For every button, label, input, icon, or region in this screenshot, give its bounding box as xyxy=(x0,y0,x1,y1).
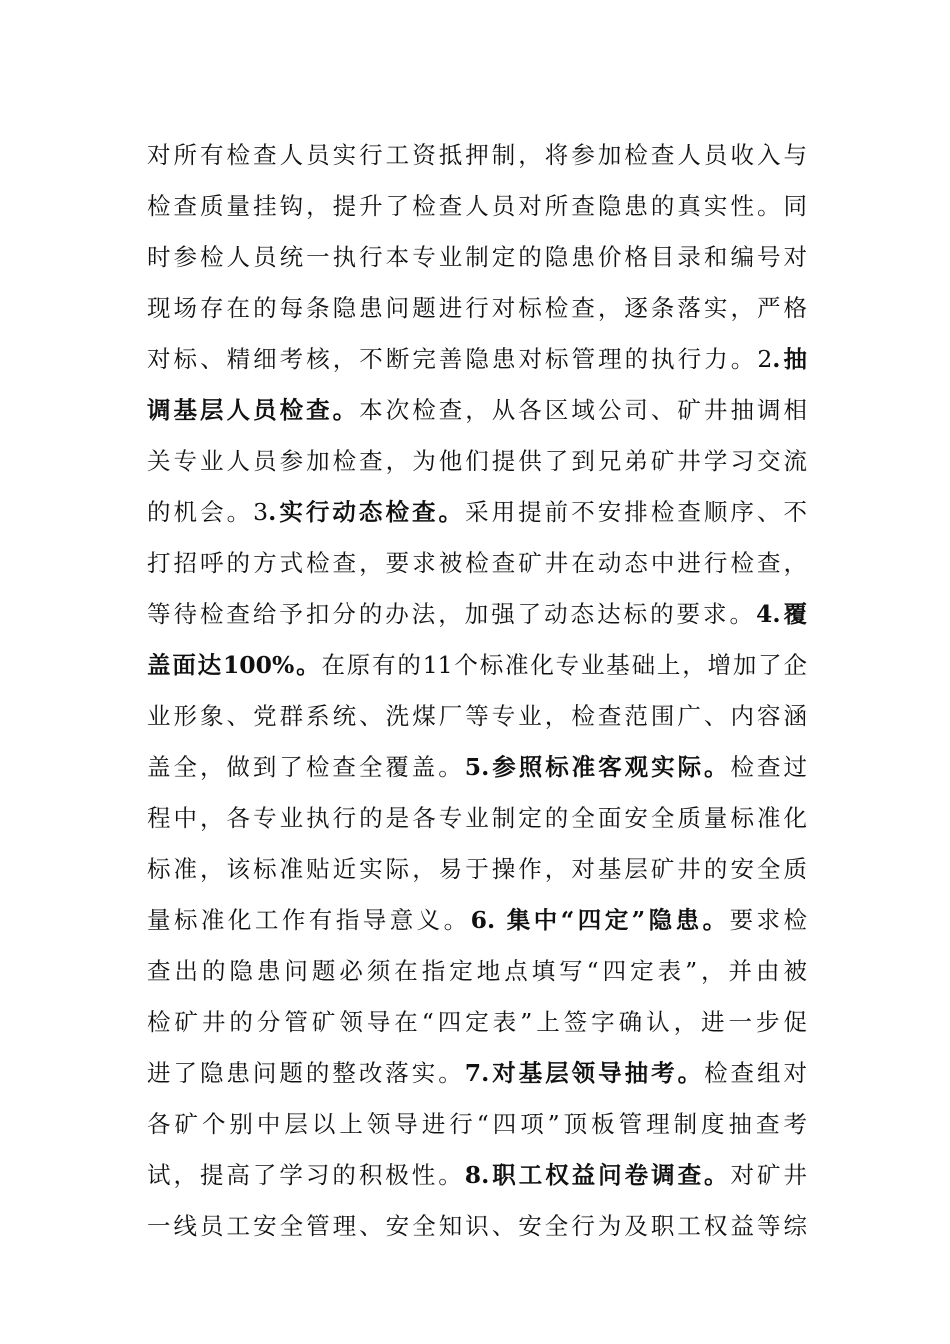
text-segment: 试，提高了学习的积极性。 xyxy=(147,1161,465,1189)
text-line xyxy=(147,130,807,181)
bold-heading-segment: 调基层人员检查。 xyxy=(147,396,360,424)
text-line xyxy=(147,640,807,691)
text-line xyxy=(147,844,807,895)
text-segment: 本次检查，从各区域公司、矿井抽调相 xyxy=(359,396,808,424)
text-segment: 程中，各专业执行的是各专业制定的全面安全质量标准化 xyxy=(147,804,807,832)
text-line xyxy=(147,538,807,589)
text-line xyxy=(147,895,807,946)
text-segment: 采用提前不安排检查顺序、不 xyxy=(465,498,808,526)
text-segment: 时参检人员统一执行本专业制定的隐患价格目录和编号对 xyxy=(147,243,807,271)
text-line xyxy=(147,385,807,436)
text-segment: 对标、精细考核，不断完善隐患对标管理的执行力。2 xyxy=(147,345,773,373)
text-segment: 等待检查给予扣分的办法，加强了动态达标的要求。 xyxy=(147,600,756,628)
text-line xyxy=(147,487,807,538)
bold-heading-segment: .实行动态检查。 xyxy=(268,498,466,526)
text-segment: 在原有的11个标准化专业基础上，增加了企 xyxy=(321,651,807,679)
text-line xyxy=(147,436,807,487)
text-segment: 一线员工安全管理、安全知识、安全行为及职工权益等综 xyxy=(147,1212,807,1240)
text-line xyxy=(147,1150,807,1201)
bold-heading-segment: 7.对基层领导抽考。 xyxy=(464,1059,705,1087)
text-segment: 检查质量挂钩，提升了检查人员对所查隐患的真实性。同 xyxy=(147,192,807,220)
bold-heading-segment: 5.参照标准客观实际。 xyxy=(464,753,731,781)
text-segment: 现场存在的每条隐患问题进行对标检查，逐条落实，严格 xyxy=(147,294,807,322)
text-segment: 进了隐患问题的整改落实。 xyxy=(147,1059,465,1087)
bold-heading-segment: 4.覆 xyxy=(755,600,807,628)
text-segment: 打招呼的方式检查，要求被检查矿井在动态中进行检查， xyxy=(147,549,807,577)
text-line xyxy=(147,793,807,844)
text-segment: 标准，该标准贴近实际，易于操作，对基层矿井的安全质 xyxy=(147,855,807,883)
text-segment: 的机会。3 xyxy=(147,498,269,526)
text-segment: 要求检 xyxy=(729,906,807,934)
text-line xyxy=(147,742,807,793)
text-line xyxy=(147,946,807,997)
text-line xyxy=(147,1099,807,1150)
text-line xyxy=(147,1201,807,1252)
text-segment: 检矿井的分管矿领导在“四定表”上签字确认，进一步促 xyxy=(147,1008,807,1036)
text-line xyxy=(147,283,807,334)
text-line xyxy=(147,181,807,232)
bold-heading-segment: .抽 xyxy=(772,345,807,373)
text-segment: 查出的隐患问题必须在指定地点填写“四定表”，并由被 xyxy=(147,957,807,985)
text-segment: 关专业人员参加检查，为他们提供了到兄弟矿井学习交流 xyxy=(147,447,807,475)
text-line xyxy=(147,589,807,640)
text-segment: 各矿个别中层以上领导进行“四项”顶板管理制度抽查考 xyxy=(147,1110,807,1138)
bold-heading-segment: 8.职工权益问卷调查。 xyxy=(464,1161,731,1189)
text-segment: 盖全，做到了检查全覆盖。 xyxy=(147,753,465,781)
body-paragraph xyxy=(147,130,807,1252)
bold-heading-segment: 6. 集中“四定”隐患。 xyxy=(470,906,730,934)
text-line xyxy=(147,334,807,385)
text-segment: 对所有检查人员实行工资抵押制，将参加检查人员收入与 xyxy=(147,141,807,169)
text-line xyxy=(147,691,807,742)
text-segment: 对矿井 xyxy=(730,1161,808,1189)
text-segment: 业形象、党群系统、洗煤厂等专业，检查范围广、内容涵 xyxy=(147,702,807,730)
text-segment: 量标准化工作有指导意义。 xyxy=(147,906,471,934)
bold-heading-segment: 盖面达100%。 xyxy=(147,651,322,679)
text-line xyxy=(147,232,807,283)
text-segment: 检查过 xyxy=(730,753,808,781)
text-line xyxy=(147,1048,807,1099)
text-segment: 检查组对 xyxy=(704,1059,807,1087)
text-line xyxy=(147,997,807,1048)
